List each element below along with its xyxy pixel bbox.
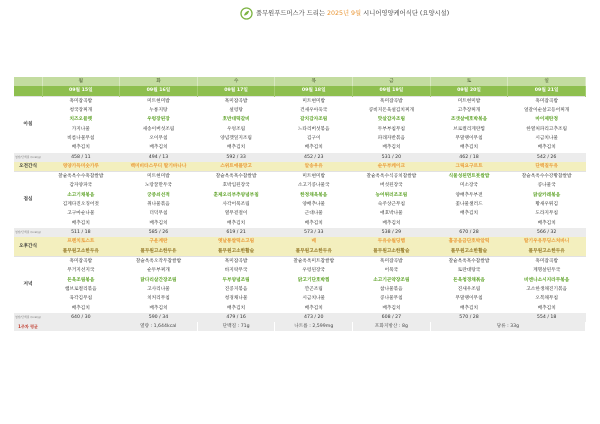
menu-item: 가지나물 <box>71 126 90 132</box>
snack-item: 풀무원고소한활슬 <box>430 247 508 257</box>
menu-item: 배추김치 <box>537 220 556 226</box>
menu-item: 황새우튀김 <box>535 202 558 208</box>
menu-item: 찰슐옥옥수식공치찹쌀밥 <box>353 172 431 182</box>
menu-item: 찰슐옥옥오작두찹쌀밥 <box>120 256 198 266</box>
menu-item: 김구이 <box>306 135 321 141</box>
menu-item: 새송이버섯조림 <box>142 126 175 132</box>
menu-item: 시금치나물 <box>302 296 326 302</box>
menu-item: 치커리무침 <box>147 296 170 302</box>
dinner-row <box>14 285 586 294</box>
breakfast-row <box>14 106 586 115</box>
nutrition-value: 608 / 27 <box>353 313 431 322</box>
menu-item: 배추김치 <box>459 305 479 311</box>
menu-item: 진새우조림 <box>457 286 481 292</box>
menu-item: 육각김무침 <box>69 296 93 302</box>
menu-item: 사각어묵조림 <box>222 202 250 208</box>
menu-item: 궁중쇠선적 <box>147 192 170 198</box>
nutrition-value: 640 / 30 <box>42 313 120 322</box>
menu-item: 고추장찌개 <box>457 107 481 113</box>
menu-item: 치즈오믈렛 <box>69 117 93 123</box>
snack-item: 옛날통쌀떡소고림 <box>197 237 275 246</box>
menu-item: 오이무침 <box>149 135 168 141</box>
weekly-average-value: 단백질 : 71g <box>197 322 275 331</box>
dinner-row <box>14 276 586 285</box>
menu-item: 배추김치 <box>71 305 90 311</box>
menu-item: 양념깻잎지조림 <box>220 135 252 141</box>
menu-item: 미트현미밥 <box>275 172 353 182</box>
snack-item: 스위트애플망고 <box>197 162 275 172</box>
menu-item: 흑미잡곡밥 <box>508 96 586 106</box>
lunch-nutrition-row <box>14 228 586 237</box>
dinner-row <box>14 256 586 266</box>
snack-item: 풀무원고소한두유 <box>275 247 353 257</box>
menu-item <box>430 219 508 228</box>
menu-item: 찰슐옥옥흑수찹쌀밥 <box>430 256 508 266</box>
menu-item: 배추김치 <box>382 305 401 311</box>
menu-item: 콩나물국 <box>537 183 556 189</box>
menu-item: 건새우아욱국 <box>300 107 328 113</box>
menu-item: 우엉조림 <box>227 126 246 132</box>
nutrition-value: 566 / 32 <box>508 228 586 237</box>
menu-item: 청국장찌개 <box>69 107 93 113</box>
snack-item: 프렌치토스트 <box>42 237 120 246</box>
menu-item: 양배추두부전 <box>455 192 483 198</box>
lunch-label: 점심 <box>14 172 42 228</box>
day-name: 일 <box>508 77 586 86</box>
menu-item: 배추김치 <box>227 305 246 311</box>
date-cell: 09월 15일 <box>42 86 120 96</box>
breakfast-row <box>14 125 586 134</box>
menu-item: 오복채무침 <box>535 296 558 302</box>
menu-item: 찰슐옥옥수수흑찹쌀밥 <box>42 172 120 182</box>
menu-item: 닭다리살간장조림 <box>140 277 177 283</box>
menu-item: 배추김치 <box>149 145 168 151</box>
menu-item: 소고기곤약장조림 <box>373 277 410 283</box>
snack-item: 단백질두유 <box>508 162 586 172</box>
nutrition-value: 573 / 33 <box>275 228 353 237</box>
day-name: 금 <box>353 77 431 86</box>
nutrition-label: 영양/단백질 (kcal/g) <box>14 313 42 322</box>
menu-item: 김계다진오징어젓 <box>62 202 99 208</box>
nutrition-value: 590 / 34 <box>120 313 198 322</box>
pm-snack-row <box>14 247 586 257</box>
date-row <box>14 86 586 96</box>
snack-item: 풀무원고소한두유 <box>120 247 198 257</box>
snack-item: 배 <box>275 237 353 246</box>
menu-item: 햄브로컬리볶음 <box>64 286 97 292</box>
menu-item: 도라지무침 <box>535 211 558 217</box>
menu-item: 느타리버섯볶음 <box>297 126 330 132</box>
menu-item: 흑미잡곡밥 <box>42 256 120 266</box>
menu-item: 돈육조림볶음 <box>67 277 95 283</box>
lunch-row <box>14 219 586 228</box>
nutrition-value: 592 / 33 <box>197 153 275 162</box>
menu-item: 꽃나물샐러드 <box>455 202 483 208</box>
lunch-row <box>14 200 586 209</box>
breakfast-row <box>14 143 586 152</box>
weekly-average-value: 열량 : 1,644kcal <box>120 322 198 331</box>
menu-item: 콩나물무침 <box>380 296 403 302</box>
pulmuone-leaf-logo-icon <box>240 7 253 20</box>
menu-item: 근대나물 <box>304 211 323 217</box>
menu-item: 토란대탕국 <box>457 268 481 274</box>
menu-item: 계명살된두국 <box>533 268 561 274</box>
menu-item: 두부양념조림 <box>222 277 250 283</box>
snack-item: 영양가득미숫가루 <box>42 162 120 172</box>
dinner-row <box>14 294 586 303</box>
dinner-row <box>14 304 586 313</box>
menu-item: 닭고기단호박찜 <box>297 277 330 283</box>
header <box>0 5 600 25</box>
menu-item: 고사리나물 <box>147 286 170 292</box>
menu-item: 열무겉절이 <box>224 211 248 217</box>
menu-item: 배추김치 <box>537 305 556 311</box>
menu-item: 농어튀러조조림 <box>375 192 408 198</box>
breakfast-row <box>14 96 586 106</box>
nutrition-value: 473 / 20 <box>275 313 353 322</box>
menu-item: 배추김치 <box>149 305 168 311</box>
weekly-menu-table <box>14 77 586 331</box>
menu-item: 설렁탕 <box>229 107 243 113</box>
nutrition-value: 479 / 16 <box>197 313 275 322</box>
menu-item: 찰슐옥옥미트찹쌀밥 <box>275 256 353 266</box>
menu-item: 순두부찌개 <box>147 268 170 274</box>
menu-item: 두부부침무침 <box>377 126 405 132</box>
day-name: 수 <box>197 77 275 86</box>
menu-item: 배추김치 <box>71 220 90 226</box>
menu-item: 취나물볶음 <box>147 202 170 208</box>
menu-item: 시금치나물 <box>535 135 558 141</box>
menu-item: 한열처파리고추조림 <box>526 126 568 132</box>
menu-item: 애호박나물 <box>380 211 403 217</box>
menu-item: 배추김치 <box>459 211 479 217</box>
menu-item: 소고기콩나물국 <box>297 183 330 189</box>
menu-item: 무거지선지국 <box>67 268 95 274</box>
menu-item: 돈육청경채볶음 <box>453 277 485 283</box>
menu-item: 숙주상근무침 <box>377 202 405 208</box>
weekly-average-value: 포화지방산 : 8g <box>353 322 431 331</box>
menu-item: 찰슐옥옥흑수찹쌀밥 <box>197 172 275 182</box>
nutrition-value: 554 / 18 <box>508 313 586 322</box>
nutrition-value: 462 / 18 <box>430 153 508 162</box>
date-cell: 09월 16일 <box>120 86 198 96</box>
date-cell: 09월 19일 <box>353 86 431 96</box>
snack-item: 두유슈월딩햄 <box>353 237 431 246</box>
menu-item: 미소장국 <box>459 183 479 189</box>
menu-item: 조갯살애호박볶음 <box>450 117 488 123</box>
date-cell: 09월 17일 <box>197 86 275 96</box>
menu-item: 배추김치 <box>227 220 246 226</box>
dinner-nutrition-row <box>14 313 586 322</box>
menu-item: 식물성된면트봇쌀밥 <box>430 172 508 182</box>
menu-item: 우렁된장국 <box>302 268 326 274</box>
menu-item: 호박입된장국 <box>222 183 250 189</box>
menu-item: 비엔나소시지라무볶음 <box>524 277 570 283</box>
menu-item: 흑미잡곡밥 <box>353 96 431 106</box>
menu-item: 바지락무국 <box>224 268 248 274</box>
nutrition-value: 542 / 26 <box>508 153 586 162</box>
day-name-row <box>14 77 586 86</box>
lunch-row <box>14 181 586 190</box>
corner-cell <box>14 77 42 86</box>
date-cell: 09월 21일 <box>508 86 586 96</box>
menu-item: 감자양파국 <box>69 183 93 189</box>
menu-item: 배추김치 <box>304 305 323 311</box>
weekly-average-row <box>14 322 586 331</box>
menu-item: 미트현미밥 <box>275 96 353 106</box>
menu-item: 양배추나물 <box>302 202 326 208</box>
nutrition-value: 531 / 20 <box>353 153 431 162</box>
nutrition-value: 494 / 13 <box>120 153 198 162</box>
breakfast-row <box>14 134 586 143</box>
menu-item: 누룽지탕 <box>149 107 168 113</box>
nutrition-value: 619 / 21 <box>197 228 275 237</box>
menu-item: 무말랭이무침 <box>455 296 483 302</box>
menu-item: 한정채육볶음 <box>300 192 328 198</box>
lunch-row <box>14 172 586 182</box>
pm-snack-row <box>14 237 586 246</box>
menu-item: 비름나물무침 <box>67 135 95 141</box>
menu-item: 흑미잡곡밥 <box>197 96 275 106</box>
menu-item: 더덕무침 <box>149 211 168 217</box>
menu-item: 흑미잡곡밥 <box>197 256 275 266</box>
menu-item: 닭살카레볶음 <box>533 192 561 198</box>
menu-item: 파래자반볶음 <box>377 135 405 141</box>
menu-item: 배추김치 <box>304 220 323 226</box>
nutrition-label: 영양/단백질 (kcal/g) <box>14 228 42 237</box>
menu-item: 소고기채볶음 <box>67 192 95 198</box>
menu-item: 노랑꿀만두국 <box>144 183 173 189</box>
lunch-row <box>14 191 586 200</box>
snack-item: 딸기우유푸딩스처바니 <box>508 237 586 246</box>
snack-item: 그릭요구르트 <box>430 162 508 172</box>
snack-item: 풀무원고소한활슬 <box>197 247 275 257</box>
menu-item: 콩비지돈육설김치찌개 <box>368 107 415 113</box>
snack-item: 흡공음금단호박알떡 <box>430 237 508 246</box>
menu-item: 미트현미밥 <box>120 172 198 182</box>
nutrition-value: 670 / 28 <box>430 228 508 237</box>
day-name: 화 <box>120 77 198 86</box>
nutrition-value: 452 / 23 <box>275 153 353 162</box>
menu-item: 미트현미밥 <box>430 96 508 106</box>
menu-item: 배추김치 <box>304 145 323 151</box>
menu-item: 배추김치 <box>227 145 246 151</box>
menu-item: 버섯된장국 <box>380 183 403 189</box>
nutrition-label: 영양/단백질 (kcal/g) <box>14 153 42 162</box>
menu-item: 진콩지볶음 <box>224 286 248 292</box>
breakfast-label: 아침 <box>14 96 42 152</box>
menu-item: 배추김치 <box>537 145 556 151</box>
day-name: 토 <box>430 77 508 86</box>
pm-snack-label: 오후간식 <box>14 237 42 256</box>
menu-item: 흑미잡곡밥 <box>508 256 586 266</box>
dinner-label: 저녁 <box>14 256 42 312</box>
menu-item: 맛살감자조림 <box>377 117 405 123</box>
menu-item: 얼갈이순살고등어찌개 <box>524 107 570 113</box>
menu-item: 훈제오리부추양념부침 <box>213 192 259 198</box>
menu-item: 무말랭이무침 <box>455 135 483 141</box>
menu-item: 참나물볶음 <box>380 286 403 292</box>
weekly-average-value: 당류 : 33g <box>430 322 585 331</box>
day-name: 월 <box>42 77 120 86</box>
date-cell: 09월 18일 <box>275 86 353 96</box>
menu-item: 마이제탄정 <box>535 117 558 123</box>
snack-item: 풀무원고소한두유 <box>508 247 586 257</box>
weekly-average-spacer <box>42 322 120 331</box>
menu-item: 미트현미밥 <box>120 96 198 106</box>
nutrition-value: 511 / 18 <box>42 228 120 237</box>
am-snack-row <box>14 162 586 172</box>
menu-item: 브로컬리게란찜 <box>453 126 485 132</box>
weekly-average-label: 1주차 평균 <box>14 322 42 331</box>
corner-cell <box>14 86 42 96</box>
snack-item: 풀무원고소한활슬 <box>353 247 431 257</box>
date-cell: 09월 20일 <box>430 86 508 96</box>
menu-item: 갈치감자조림 <box>300 117 328 123</box>
page-title: 풀무원푸드머스가 드리는 2025년 9월 시니어영양케어식단 (요양시설) <box>256 10 450 17</box>
nutrition-value: 570 / 28 <box>430 313 508 322</box>
nutrition-value: 538 / 29 <box>353 228 431 237</box>
snack-item: 알송우유 <box>275 162 353 172</box>
menu-item: 어묵국 <box>384 268 399 274</box>
snack-item: 풀무원고소한두유 <box>42 247 120 257</box>
menu-item: 청경채나물 <box>224 296 248 302</box>
menu-item: 고구마순나물 <box>67 211 95 217</box>
nutrition-value: 458 / 11 <box>42 153 120 162</box>
weekly-average-value: 나트륨 : 2,599mg <box>275 322 353 331</box>
day-name: 목 <box>275 77 353 86</box>
nutrition-value: 585 / 26 <box>120 228 198 237</box>
snack-item: 백미비타스무디 딸기바나나 <box>120 162 198 172</box>
snack-item: 순두부케이크 <box>353 162 431 172</box>
menu-item: 배추김치 <box>459 145 479 151</box>
snack-item: 구운계란 <box>120 237 198 246</box>
menu-item: 찰슐옥옥수수강황찹쌀밥 <box>508 172 586 182</box>
menu-item: 호반대떡갈비 <box>222 117 250 123</box>
breakfast-row <box>14 115 586 124</box>
menu-item: 배추김치 <box>71 145 90 151</box>
menu-item: 배추김치 <box>149 220 168 226</box>
menu-item: 우렁장된장 <box>147 117 170 123</box>
lunch-row <box>14 209 586 218</box>
am-snack-label: 오전간식 <box>14 162 42 172</box>
breakfast-nutrition-row <box>14 153 586 162</box>
dinner-row <box>14 266 586 275</box>
menu-item: 흑미잡곡밥 <box>353 256 431 266</box>
menu-item: 흑미잡곡밥 <box>42 96 120 106</box>
menu-item: 배추김치 <box>382 220 401 226</box>
menu-item: 고소한생채진기볶음 <box>526 286 568 292</box>
menu-item: 깐곤조림 <box>304 286 323 292</box>
menu-item: 배추김치 <box>382 145 401 151</box>
